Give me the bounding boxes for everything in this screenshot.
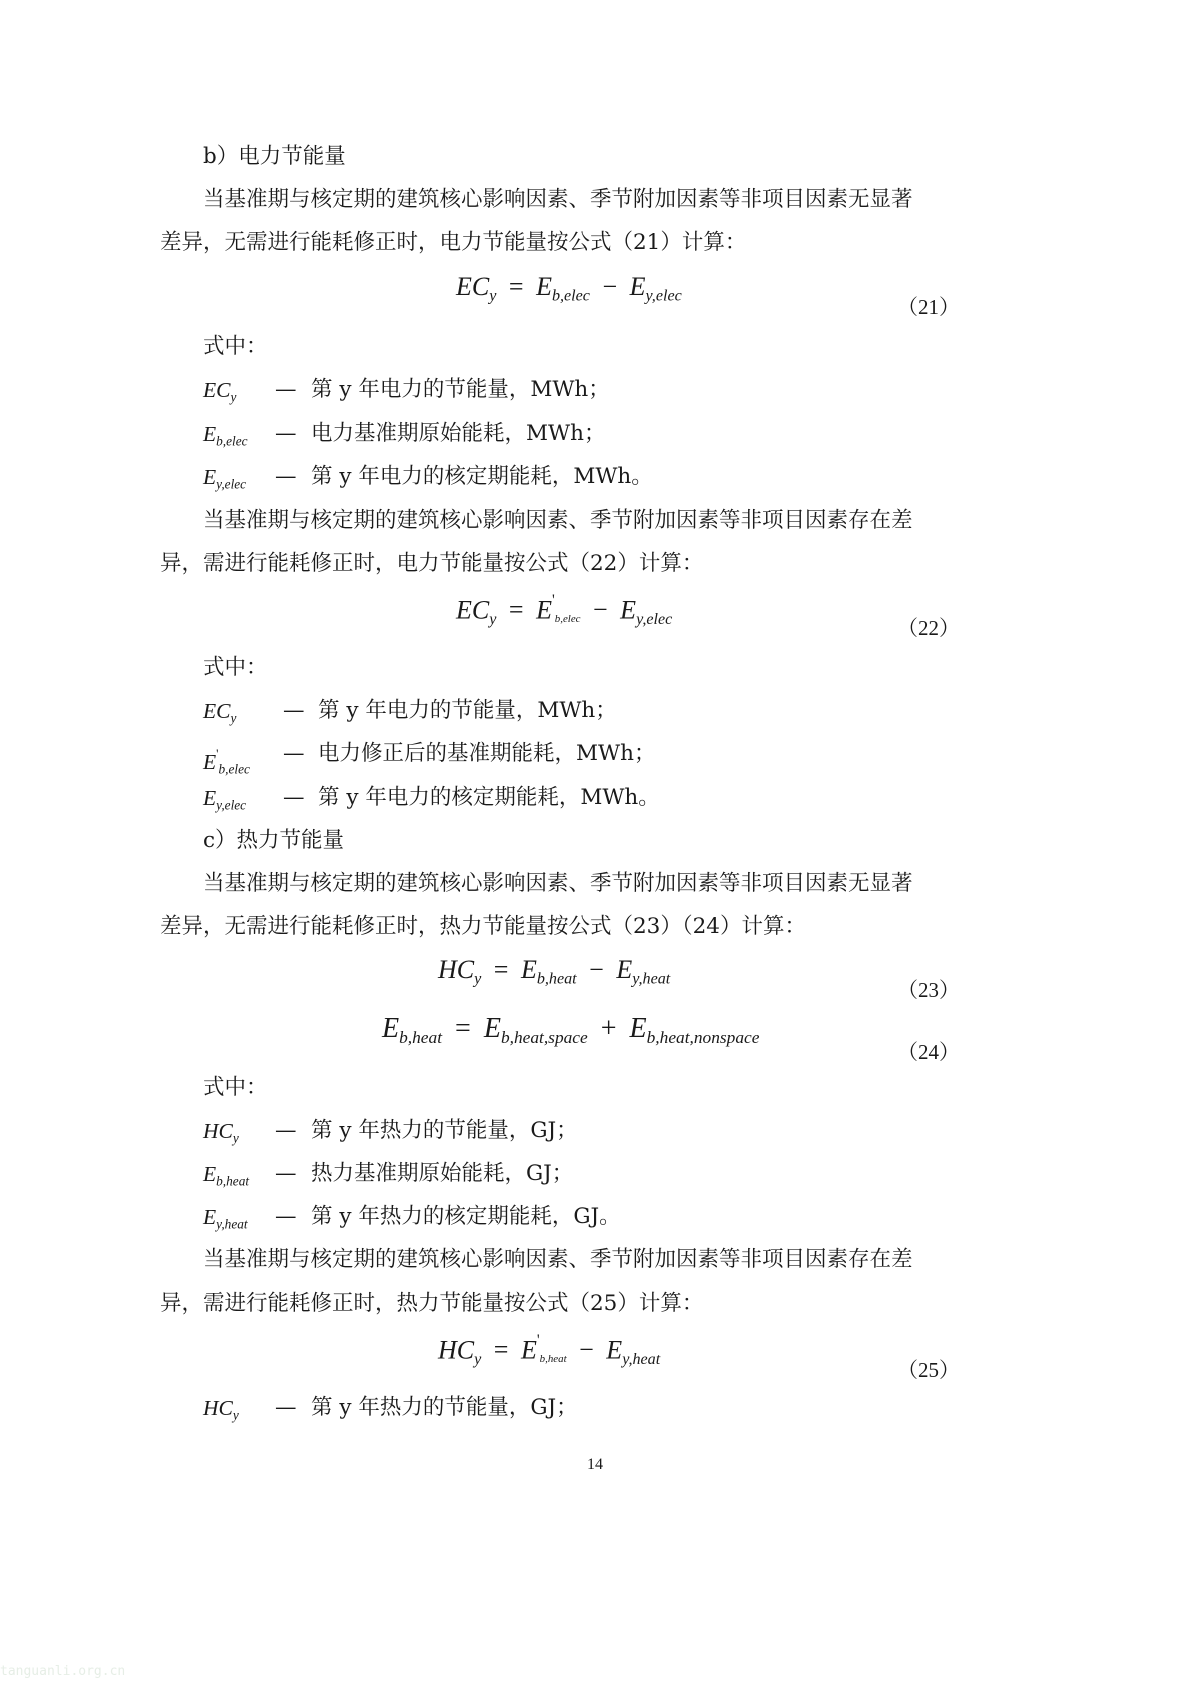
equation-22 [456,592,672,629]
def-text: 第 y 年热力的核定期能耗，GJ。 [311,1204,621,1229]
eq-subscript: y [489,610,497,628]
definition-row [203,1394,578,1430]
equation-25 [438,1332,660,1369]
definition-row [203,420,606,456]
eq-subscript: b,heat [539,1353,567,1366]
def-text: 电力基准期原始能耗，MWh； [311,421,606,446]
definition-row [203,1160,574,1196]
def-symbol: E [203,465,217,489]
eq-subscript: b,heat [536,970,577,988]
equation-23 [438,955,670,989]
def-symbol: HC [203,1396,233,1420]
def-subscript: y [230,710,237,726]
def-text: 第 y 年热力的节能量，GJ； [311,1118,578,1143]
definition-row [203,784,660,820]
eq-subscript: y,heat [622,1350,661,1368]
eq-subscript: y,heat [632,970,671,988]
eq-symbol: E [616,955,633,984]
eq-symbol: E [520,955,537,984]
eq-operator: − [602,272,618,301]
paragraph-line: 当基准期与核定期的建筑核心影响因素、季节附加因素等非项目因素无显著 [203,187,913,212]
eq-prime: ' [536,1332,540,1349]
paragraph-line: 差异，无需进行能耗修正时，电力节能量按公式（21）计算： [160,230,747,255]
eq-subscript: b,elec [554,613,581,626]
def-symbol: E [203,422,217,446]
definition-row [203,463,653,499]
eq-operator: + [600,1013,617,1044]
eq-symbol: E [536,272,552,301]
def-subscript: b,heat [216,1173,250,1189]
def-symbol: E [203,1205,217,1229]
eq-subscript: y [474,970,482,988]
def-text: 第 y 年电力的节能量，MWh； [318,698,617,723]
equation-number-22: （22） [897,616,960,640]
equation-number-21: （21） [897,295,960,319]
equation-number-23: （23） [897,978,960,1002]
equation-24 [382,1013,759,1048]
definition-row [203,1203,621,1239]
def-symbol: HC [203,1119,233,1143]
eq-symbol: E [483,1013,501,1044]
eq-symbol: E [382,1013,400,1044]
equation-number-24: （24） [897,1040,960,1064]
eq-symbol: E [606,1335,623,1365]
page-number: 14 [587,1456,603,1473]
definition-row [203,740,656,784]
eq-symbol: EC [456,272,490,301]
def-dash: — [275,421,297,446]
section-heading-b: b）电力节能量 [203,144,346,169]
def-text: 第 y 年电力的核定期能耗，MWh。 [318,785,660,810]
def-dash: — [283,698,305,723]
where-label: 式中： [203,1075,268,1100]
def-dash: — [283,741,305,766]
def-symbol: E [203,786,217,810]
eq-symbol: HC [438,955,475,984]
watermark: tanguanli.org.cn [0,1664,126,1679]
eq-operator: − [589,955,604,984]
def-symbol: EC [203,378,231,402]
equation-21 [456,272,682,306]
eq-subscript: y [474,1350,482,1368]
definition-row [203,697,617,733]
eq-subscript: y,elec [645,287,682,305]
eq-symbol: E [629,1013,647,1044]
def-subscript: y,heat [216,1216,248,1232]
def-subscript: y,elec [216,476,247,492]
eq-symbol: E [536,595,552,625]
def-text: 第 y 年电力的节能量，MWh； [311,377,610,402]
def-prime: ' [216,747,219,761]
def-subscript: b,elec [216,433,248,449]
eq-subscript: b,heat,nonspace [646,1028,760,1048]
eq-operator: − [579,1335,594,1365]
def-symbol: E [203,749,217,774]
where-label: 式中： [203,655,268,680]
eq-operator: = [508,272,524,301]
eq-symbol: E [620,595,637,625]
eq-prime: ' [551,592,555,609]
def-dash: — [275,1395,297,1420]
def-dash: — [275,377,297,402]
eq-subscript: b,heat,space [500,1028,588,1048]
def-subscript: b,elec [218,761,250,777]
paragraph-line: 当基准期与核定期的建筑核心影响因素、季节附加因素等非项目因素存在差 [203,1247,913,1272]
def-dash: — [275,464,297,489]
definition-row [203,1117,578,1153]
def-text: 第 y 年电力的核定期能耗，MWh。 [311,464,653,489]
def-text: 热力基准期原始能耗，GJ； [311,1161,574,1186]
eq-subscript: b,heat [399,1028,443,1048]
def-subscript: y,elec [216,797,247,813]
eq-operator: − [593,595,608,625]
eq-subscript: b,elec [551,287,590,305]
where-label: 式中： [203,334,268,359]
def-subscript: y [232,1130,239,1146]
eq-symbol: E [629,272,646,301]
def-dash: — [283,785,305,810]
def-dash: — [275,1204,297,1229]
def-text: 电力修正后的基准期能耗，MWh； [318,741,656,766]
def-dash: — [275,1161,297,1186]
paragraph-line: 当基准期与核定期的建筑核心影响因素、季节附加因素等非项目因素无显著 [203,871,913,896]
def-subscript: y [230,389,237,405]
section-heading-c: c）热力节能量 [203,828,345,853]
paragraph-line: 差异，无需进行能耗修正时，热力节能量按公式（23）（24）计算： [160,914,806,939]
paragraph-line: 异，需进行能耗修正时，热力节能量按公式（25）计算： [160,1291,704,1316]
def-subscript: y [232,1407,239,1423]
eq-symbol: EC [456,595,490,625]
def-symbol: E [203,1162,217,1186]
def-symbol: EC [203,699,231,723]
eq-subscript: y,elec [636,610,673,628]
eq-symbol: E [520,1335,537,1365]
paragraph-line: 当基准期与核定期的建筑核心影响因素、季节附加因素等非项目因素存在差 [203,508,913,533]
paragraph-line: 异，需进行能耗修正时，电力节能量按公式（22）计算： [160,551,704,576]
eq-operator: = [508,595,524,625]
definition-row [203,376,610,412]
eq-operator: = [493,1335,509,1365]
eq-subscript: y [489,287,497,305]
def-text: 第 y 年热力的节能量，GJ； [311,1395,578,1420]
def-dash: — [275,1118,297,1143]
eq-operator: = [493,955,509,984]
eq-operator: = [455,1013,471,1044]
eq-symbol: HC [438,1335,475,1365]
equation-number-25: （25） [897,1358,960,1382]
